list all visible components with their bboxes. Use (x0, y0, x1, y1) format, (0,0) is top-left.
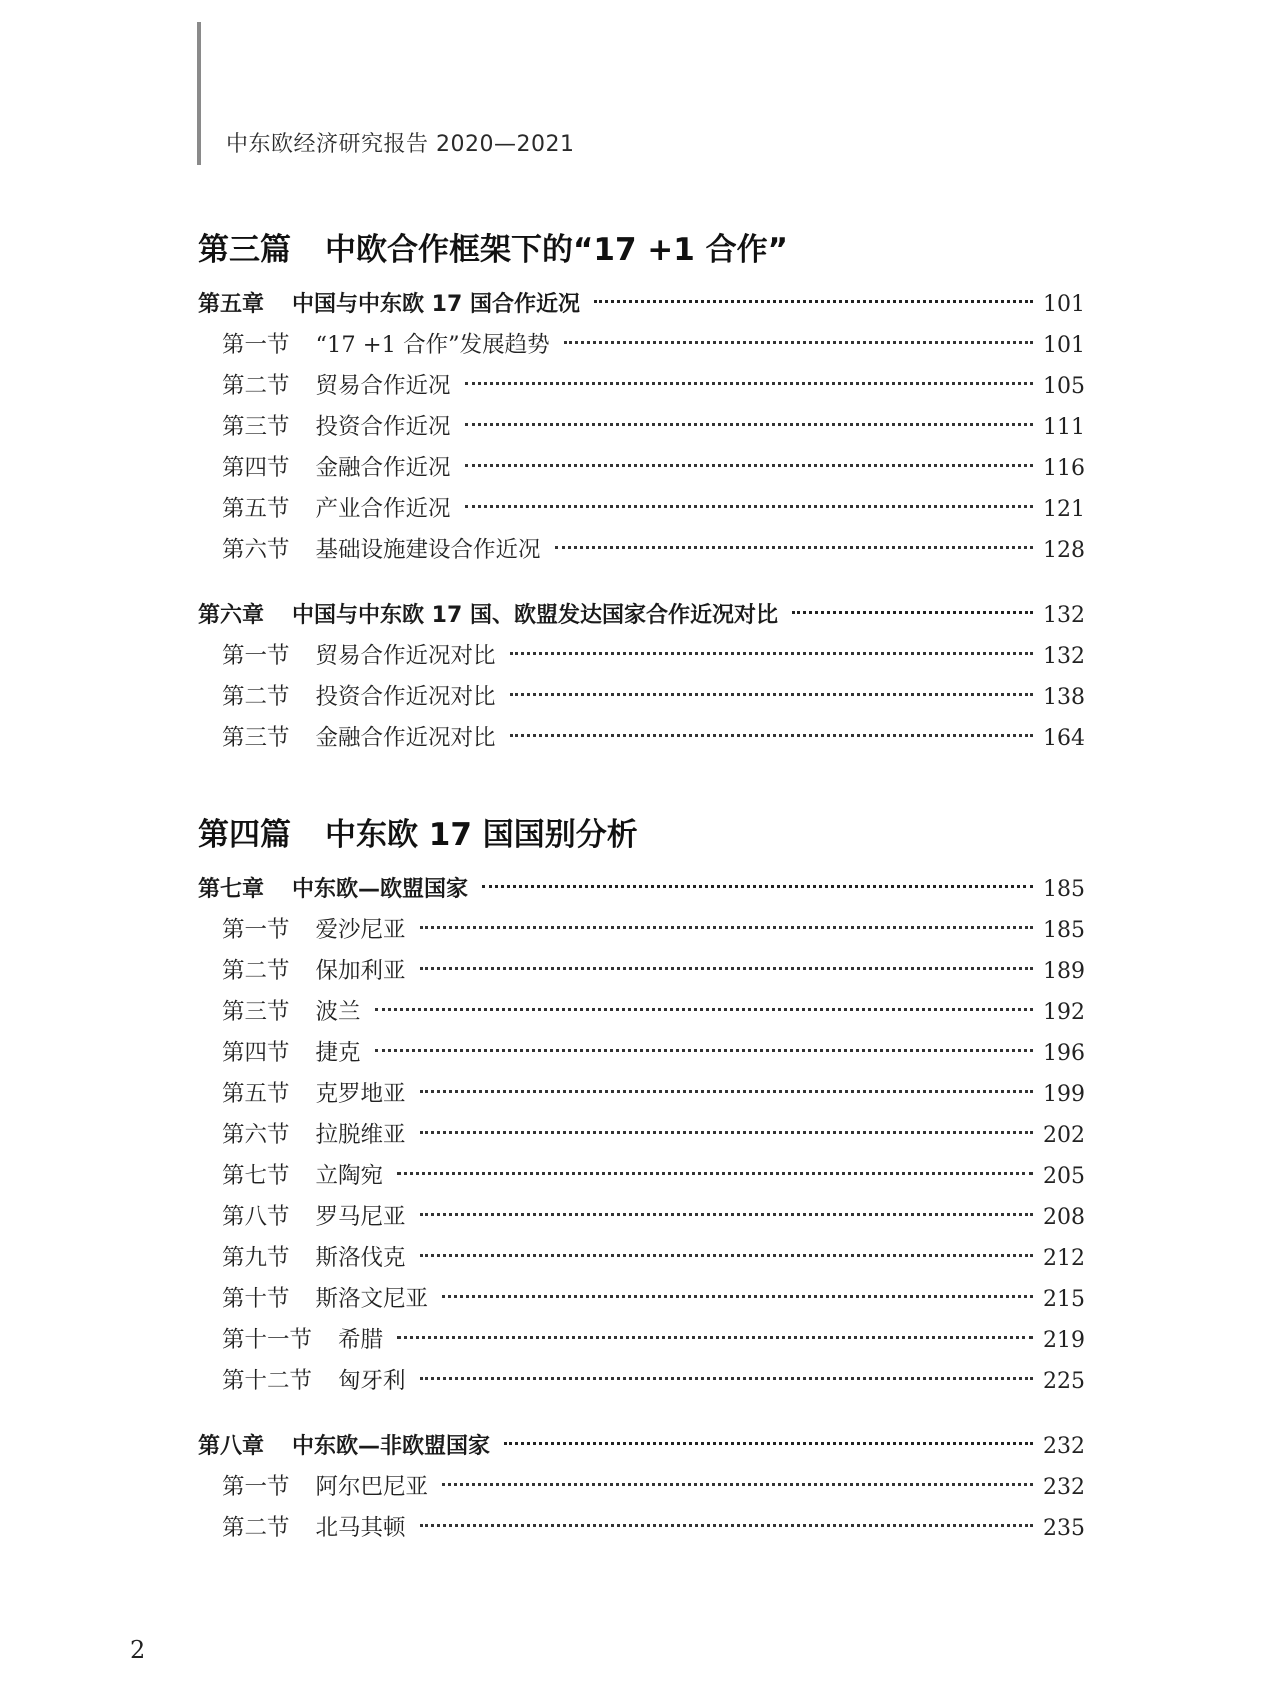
section-title: “17 +1 合作”发展趋势 (315, 332, 550, 358)
dot-leader (420, 1090, 1033, 1093)
chapter-block (198, 1426, 1085, 1549)
section-page-number: 185 (1043, 918, 1085, 943)
section-number: 第九节 (222, 1245, 290, 1271)
dot-leader (482, 885, 1033, 888)
part-block (198, 811, 1085, 1549)
dot-leader (420, 1131, 1033, 1134)
section-page-number: 138 (1043, 685, 1085, 710)
section-title: 拉脱维亚 (315, 1122, 406, 1148)
section-title: 克罗地亚 (315, 1081, 406, 1107)
section-number: 第三节 (222, 725, 290, 751)
dot-leader (504, 1442, 1033, 1445)
section-page-number: 111 (1043, 415, 1085, 440)
section-page-number: 132 (1043, 644, 1085, 669)
toc-section-entry[interactable] (198, 1279, 1085, 1320)
toc-section-entry[interactable] (198, 1238, 1085, 1279)
section-number: 第十二节 (222, 1368, 313, 1394)
dot-leader (420, 1213, 1033, 1216)
toc-section-entry[interactable] (198, 1074, 1085, 1115)
section-page-number: 192 (1043, 1000, 1085, 1025)
section-title: 立陶宛 (315, 1163, 384, 1189)
section-title: 保加利亚 (315, 958, 406, 984)
chapter-page-number: 185 (1043, 877, 1085, 902)
section-title: 投资合作近况对比 (315, 684, 496, 710)
dot-leader (420, 926, 1033, 929)
toc-section-entry[interactable] (198, 718, 1085, 759)
toc-section-entry[interactable] (198, 1320, 1085, 1361)
toc-section-entry[interactable] (198, 1361, 1085, 1402)
chapter-number: 第八章 (198, 1434, 265, 1459)
dot-leader (442, 1295, 1033, 1298)
section-page-number: 219 (1043, 1328, 1085, 1353)
chapter-number: 第五章 (198, 292, 265, 317)
section-title: 罗马尼亚 (315, 1204, 406, 1230)
dot-leader (420, 1254, 1033, 1257)
toc-section-entry[interactable] (198, 1467, 1085, 1508)
section-title: 希腊 (338, 1327, 384, 1353)
table-of-contents (198, 226, 1085, 1549)
section-page-number: 212 (1043, 1246, 1085, 1271)
section-page-number: 101 (1043, 333, 1085, 358)
dot-leader (465, 382, 1033, 385)
section-title: 匈牙利 (338, 1368, 406, 1394)
chapter-block (198, 595, 1085, 759)
part-number: 第三篇 (198, 232, 291, 268)
toc-chapter-entry[interactable] (198, 284, 1085, 325)
section-number: 第四节 (222, 455, 290, 481)
section-number: 第二节 (222, 684, 290, 710)
section-title: 斯洛伐克 (315, 1245, 406, 1271)
section-page-number: 105 (1043, 374, 1085, 399)
dot-leader (442, 1483, 1033, 1486)
chapter-title: 中国与中东欧 17 国、欧盟发达国家合作近况对比 (292, 603, 778, 628)
toc-section-entry[interactable] (198, 407, 1085, 448)
section-page-number: 208 (1043, 1205, 1085, 1230)
section-page-number: 196 (1043, 1041, 1085, 1066)
section-page-number: 116 (1043, 456, 1085, 481)
section-page-number: 199 (1043, 1082, 1085, 1107)
chapter-title: 中国与中东欧 17 国合作近况 (292, 292, 580, 317)
section-number: 第五节 (222, 1081, 290, 1107)
dot-leader (564, 341, 1033, 344)
section-title: 捷克 (315, 1040, 361, 1066)
toc-section-entry[interactable] (198, 489, 1085, 530)
chapter-block (198, 284, 1085, 571)
section-title: 阿尔巴尼亚 (315, 1474, 429, 1500)
toc-section-entry[interactable] (198, 366, 1085, 407)
dot-leader (792, 611, 1033, 614)
toc-chapter-entry[interactable] (198, 1426, 1085, 1467)
section-number: 第七节 (222, 1163, 290, 1189)
section-title: 北马其顿 (315, 1515, 406, 1541)
part-title-text: 中欧合作框架下的“17 +1 合作” (325, 232, 789, 268)
toc-section-entry[interactable] (198, 910, 1085, 951)
dot-leader (375, 1008, 1033, 1011)
section-number: 第十一节 (222, 1327, 313, 1353)
toc-section-entry[interactable] (198, 1508, 1085, 1549)
section-title: 爱沙尼亚 (315, 917, 406, 943)
section-title: 投资合作近况 (315, 414, 451, 440)
dot-leader (555, 546, 1033, 549)
section-number: 第三节 (222, 999, 290, 1025)
toc-section-entry[interactable] (198, 530, 1085, 571)
dot-leader (465, 505, 1033, 508)
section-number: 第二节 (222, 1515, 290, 1541)
toc-chapter-entry[interactable] (198, 595, 1085, 636)
dot-leader (420, 1524, 1033, 1527)
section-page-number: 232 (1043, 1475, 1085, 1500)
section-number: 第一节 (222, 1474, 290, 1500)
section-page-number: 235 (1043, 1516, 1085, 1541)
dot-leader (510, 652, 1033, 655)
section-title: 金融合作近况对比 (315, 725, 496, 751)
section-number: 第四节 (222, 1040, 290, 1066)
section-number: 第二节 (222, 373, 290, 399)
toc-section-entry[interactable] (198, 1033, 1085, 1074)
toc-section-entry[interactable] (198, 1197, 1085, 1238)
section-title: 金融合作近况 (315, 455, 451, 481)
dot-leader (397, 1172, 1033, 1175)
section-number: 第二节 (222, 958, 290, 984)
dot-leader (510, 734, 1033, 737)
toc-chapter-entry[interactable] (198, 869, 1085, 910)
dot-leader (420, 1377, 1033, 1380)
chapter-title: 中东欧—欧盟国家 (292, 877, 469, 902)
section-page-number: 215 (1043, 1287, 1085, 1312)
part-title (198, 226, 1085, 274)
chapter-page-number: 132 (1043, 603, 1085, 628)
dot-leader (465, 464, 1033, 467)
part-title-text: 中东欧 17 国国别分析 (325, 817, 638, 853)
section-number: 第一节 (222, 643, 290, 669)
toc-section-entry[interactable] (198, 992, 1085, 1033)
dot-leader (510, 693, 1033, 696)
section-page-number: 164 (1043, 726, 1085, 751)
dot-leader (375, 1049, 1033, 1052)
chapter-number: 第七章 (198, 877, 265, 902)
toc-section-entry[interactable] (198, 325, 1085, 366)
section-title: 斯洛文尼亚 (315, 1286, 429, 1312)
chapter-page-number: 232 (1043, 1434, 1085, 1459)
dot-leader (594, 300, 1033, 303)
part-block (198, 226, 1085, 759)
toc-section-entry[interactable] (198, 1115, 1085, 1156)
chapter-title: 中东欧—非欧盟国家 (292, 1434, 491, 1459)
section-title: 贸易合作近况 (315, 373, 451, 399)
toc-section-entry[interactable] (198, 636, 1085, 677)
dot-leader (397, 1336, 1033, 1339)
section-number: 第八节 (222, 1204, 290, 1230)
section-page-number: 128 (1043, 538, 1085, 563)
chapter-number: 第六章 (198, 603, 265, 628)
section-title: 贸易合作近况对比 (315, 643, 496, 669)
section-page-number: 202 (1043, 1123, 1085, 1148)
section-number: 第一节 (222, 332, 290, 358)
toc-section-entry[interactable] (198, 677, 1085, 718)
part-title (198, 811, 1085, 859)
section-number: 第五节 (222, 496, 290, 522)
dot-leader (420, 967, 1033, 970)
toc-section-entry[interactable] (198, 448, 1085, 489)
section-number: 第一节 (222, 917, 290, 943)
section-page-number: 225 (1043, 1369, 1085, 1394)
section-title: 基础设施建设合作近况 (315, 537, 541, 563)
section-number: 第三节 (222, 414, 290, 440)
section-number: 第六节 (222, 537, 290, 563)
running-header-title: 中东欧经济研究报告 2020—2021 (226, 132, 575, 157)
page-number: 2 (130, 1636, 146, 1664)
section-number: 第六节 (222, 1122, 290, 1148)
part-number: 第四篇 (198, 817, 291, 853)
section-title: 波兰 (315, 999, 361, 1025)
section-page-number: 121 (1043, 497, 1085, 522)
toc-section-entry[interactable] (198, 1156, 1085, 1197)
chapter-page-number: 101 (1043, 292, 1085, 317)
section-number: 第十节 (222, 1286, 290, 1312)
section-page-number: 205 (1043, 1164, 1085, 1189)
toc-section-entry[interactable] (198, 951, 1085, 992)
section-page-number: 189 (1043, 959, 1085, 984)
header-rule (197, 22, 201, 165)
section-title: 产业合作近况 (315, 496, 451, 522)
dot-leader (465, 423, 1033, 426)
chapter-block (198, 869, 1085, 1402)
